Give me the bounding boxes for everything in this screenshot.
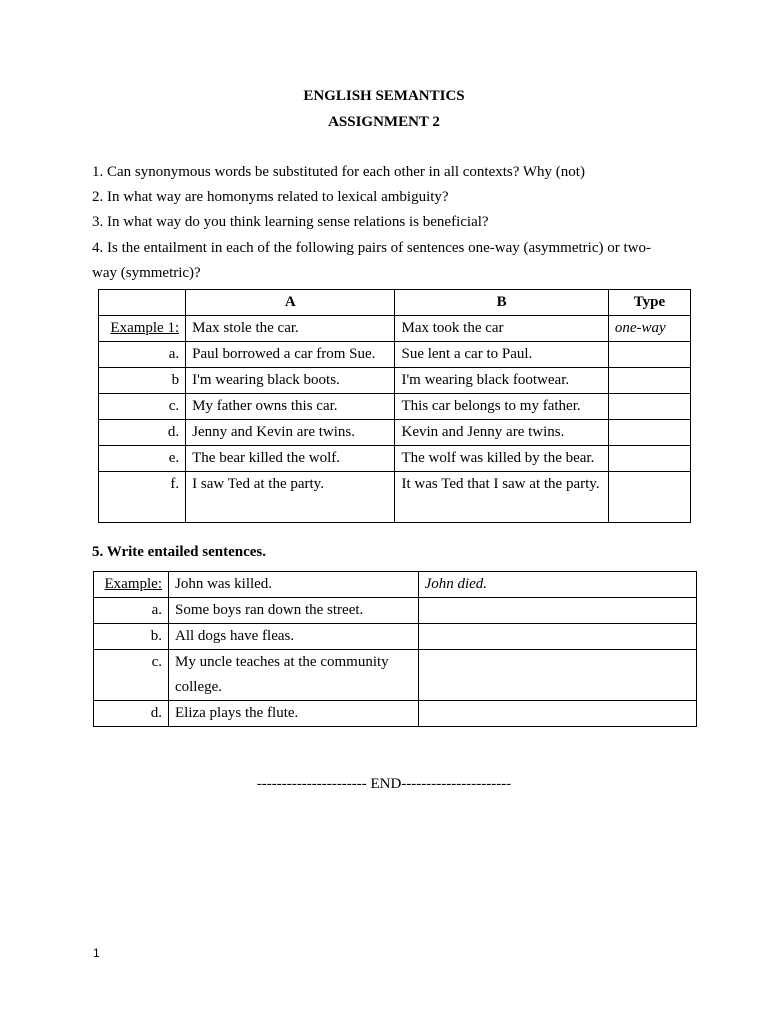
- header-a: A: [186, 290, 395, 316]
- header-type: Type: [608, 290, 690, 316]
- sentence-b: This car belongs to my father.: [395, 394, 608, 420]
- row-label: e.: [99, 446, 186, 472]
- given-sentence: Some boys ran down the street.: [168, 598, 418, 624]
- sentence-b: I'm wearing black footwear.: [395, 368, 608, 394]
- sentence-b: Kevin and Jenny are twins.: [395, 420, 608, 446]
- table-row: [94, 650, 697, 701]
- question-3: 3. In what way do you think learning sense relations is beneficial?: [92, 214, 489, 230]
- question-2: 2. In what way are homonyms related to lexical ambiguity?: [92, 189, 449, 205]
- entailment-table: [98, 289, 691, 523]
- row-label: b.: [94, 624, 169, 650]
- table-row: [99, 446, 691, 472]
- sentence-a: The bear killed the wolf.: [186, 446, 395, 472]
- table-row: [94, 624, 697, 650]
- sentence-b: Sue lent a car to Paul.: [395, 342, 608, 368]
- row-label: Example 1:: [110, 320, 180, 336]
- page-title: ENGLISH SEMANTICS: [303, 88, 465, 104]
- table-row: [99, 368, 691, 394]
- page-number: 1: [93, 946, 100, 960]
- entailment-type: one-way: [608, 316, 690, 342]
- entailment-type: [608, 420, 690, 446]
- table-row: [99, 394, 691, 420]
- row-label: c.: [94, 650, 169, 701]
- table-row: [99, 316, 691, 342]
- sentence-a: My father owns this car.: [186, 394, 395, 420]
- page-subtitle: ASSIGNMENT 2: [328, 114, 440, 130]
- table-row: [99, 342, 691, 368]
- row-label: d.: [99, 420, 186, 446]
- row-label: Example:: [104, 576, 162, 592]
- row-label: f.: [99, 472, 186, 523]
- row-label: a.: [99, 342, 186, 368]
- given-sentence: Eliza plays the flute.: [168, 701, 418, 727]
- entailed-answer: [418, 650, 696, 701]
- row-label: a.: [94, 598, 169, 624]
- table-row: [99, 420, 691, 446]
- entailed-answer: [418, 701, 696, 727]
- sentence-a: Paul borrowed a car from Sue.: [186, 342, 395, 368]
- section-5-heading: 5. Write entailed sentences.: [92, 544, 267, 560]
- entailed-answer: [418, 598, 696, 624]
- entailed-sentences-table: [93, 571, 697, 727]
- entailment-type: [608, 446, 690, 472]
- table-row: [94, 598, 697, 624]
- table-header-row: [99, 290, 691, 316]
- row-label: d.: [94, 701, 169, 727]
- entailment-type: [608, 394, 690, 420]
- sentence-a: I'm wearing black boots.: [186, 368, 395, 394]
- row-label: c.: [99, 394, 186, 420]
- entailment-type: [608, 342, 690, 368]
- row-label: b: [99, 368, 186, 394]
- table-row: [94, 572, 697, 598]
- given-sentence: All dogs have fleas.: [168, 624, 418, 650]
- question-4: 4. Is the entailment in each of the following pairs of sentences one-way (asymmetric) or two-: [92, 240, 651, 256]
- table-row: [99, 472, 691, 523]
- sentence-b: Max took the car: [395, 316, 608, 342]
- header-b: B: [395, 290, 608, 316]
- given-sentence: John was killed.: [168, 572, 418, 598]
- entailment-type: [608, 368, 690, 394]
- entailed-answer: John died.: [418, 572, 696, 598]
- sentence-a: I saw Ted at the party.: [186, 472, 395, 523]
- question-4-continued: way (symmetric)?: [92, 265, 201, 281]
- question-1: 1. Can synonymous words be substituted for each other in all contexts? Why (not): [92, 164, 585, 180]
- sentence-b: It was Ted that I saw at the party.: [395, 472, 608, 523]
- entailed-answer: [418, 624, 696, 650]
- table-row: [94, 701, 697, 727]
- sentence-a: Max stole the car.: [186, 316, 395, 342]
- end-marker: ---------------------- END----------------------: [256, 776, 512, 792]
- sentence-b: The wolf was killed by the bear.: [395, 446, 608, 472]
- header-label-cell: [99, 290, 186, 316]
- sentence-a: Jenny and Kevin are twins.: [186, 420, 395, 446]
- given-sentence: My uncle teaches at the community college.: [168, 650, 418, 701]
- entailment-type: [608, 472, 690, 523]
